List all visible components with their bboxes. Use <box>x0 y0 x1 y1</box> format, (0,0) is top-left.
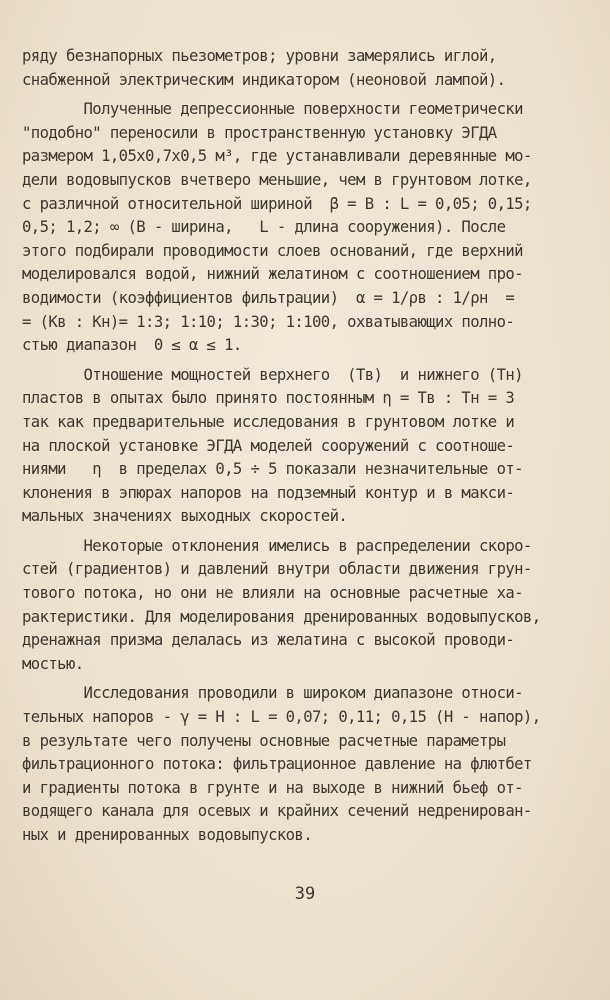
text-line: рактеристики. Для моделирования дренированных водовыпусков, <box>22 607 541 626</box>
text-line: фильтрационного потока: фильтрационное давление на флютбет <box>22 755 532 774</box>
text-line: "подобно" переносили в пространственную установку ЭГДА <box>22 123 497 142</box>
text-line: 0,5; 1,2; ∞ (B - ширина, L - длина сооружения). После <box>22 218 506 237</box>
paragraph <box>22 682 582 847</box>
text-line: снабженной электрическим индикатором (неоновой лампой). <box>22 70 506 89</box>
paragraph <box>22 364 582 529</box>
text-line: = (Kв : Kн)= 1:3; 1:10; 1:30; 1:100, охватывающих полно- <box>22 312 515 331</box>
text-line: мальных значениях выходных скоростей. <box>22 507 348 526</box>
paragraph <box>22 535 582 677</box>
text-line: клонения в эпюрах напоров на подземный контур и в макси- <box>22 483 515 502</box>
text-line: стей (градиентов) и давлений внутри области движения грун- <box>22 560 532 579</box>
text-line: водящего канала для осевых и крайних сечений недренирован- <box>22 802 532 821</box>
text-line: с различной относительной шириной β = B : L = 0,05; 0,15; <box>22 194 532 213</box>
text-line: ряду безнапорных пьезометров; уровни замерялись иглой, <box>22 47 497 65</box>
text-line: стью диапазон 0 ≤ α ≤ 1. <box>22 336 242 355</box>
text-line: Отношение мощностей верхнего (Tв) и нижнего (Tн) <box>22 365 523 384</box>
paragraph <box>22 45 582 92</box>
text-line: размером 1,05х0,7х0,5 м³, где устанавливали деревянные мо- <box>22 147 532 166</box>
text-line: ниями η в пределах 0,5 ÷ 5 показали незначительные от- <box>22 460 523 479</box>
text-line: мостью. <box>22 654 84 673</box>
body-text <box>22 45 582 848</box>
text-line: тельных напоров - γ = H : L = 0,07; 0,11; 0,15 (H - напор), <box>22 708 541 727</box>
text-line: тового потока, но они не влияли на основные расчетные ха- <box>22 584 523 603</box>
text-line: водимости (коэффициентов фильтрации) α = 1/ρв : 1/ρн = <box>22 288 515 307</box>
text-line: ных и дренированных водовыпусков. <box>22 826 313 844</box>
text-line: и градиенты потока в грунте и на выходе в нижний бьеф от- <box>22 778 523 797</box>
text-line: моделировался водой, нижний желатином с соотношением про- <box>22 265 523 284</box>
text-line: Полученные депрессионные поверхности геометрически <box>22 100 523 119</box>
text-line: Исследования проводили в широком диапазоне относи- <box>22 684 523 703</box>
text-line: этого подбирали проводимости слоев оснований, где верхний <box>22 241 523 260</box>
text-line: так как предварительные исследования в грунтовом лотке и <box>22 412 515 431</box>
text-line: в результате чего получены основные расчетные параметры <box>22 731 506 750</box>
text-line: пластов в опытах было принято постоянным η = Tв : Tн = 3 <box>22 389 515 408</box>
text-line: дели водовыпусков вчетверо меньшие, чем в грунтовом лотке, <box>22 170 532 189</box>
paragraph <box>22 98 582 358</box>
page-number: 39 <box>294 884 316 904</box>
text-line: на плоской установке ЭГДА моделей сооружений с соотноше- <box>22 436 515 455</box>
text-line: Некоторые отклонения имелись в распределении скоро- <box>22 536 532 555</box>
text-line: дренажная призма делалась из желатина с высокой проводи- <box>22 631 515 650</box>
